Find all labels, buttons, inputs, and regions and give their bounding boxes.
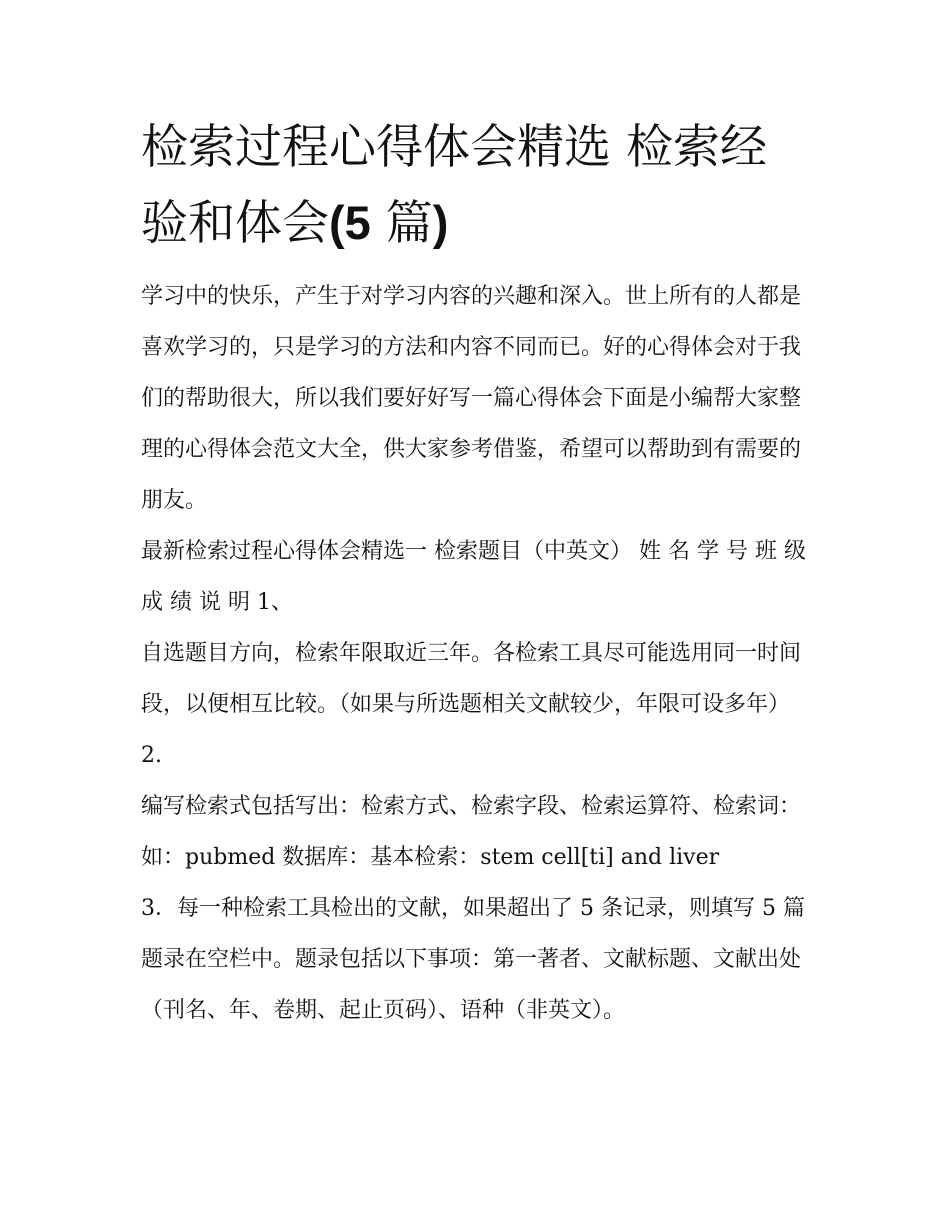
document-title — [141, 110, 813, 261]
document-content — [141, 110, 813, 1036]
title-count-close: ) — [432, 196, 449, 249]
intro-paragraph: 学习中的快乐，产生于对学习内容的兴趣和深入。世上所有的人都是喜欢学习的，只是学习的方法和内容不同而已。好的心得体会对于我们的帮助很大，所以我们要好好写一篇心得体会下面是小编帮大家整理的心得体会范文大全，供大家参考借鉴，希望可以帮助到有需要的朋友。 — [141, 284, 802, 513]
section-heading-paragraph: 最新检索过程心得体会精选一 检索题目（中英文） 姓 名 学 号 班 级 成 绩 说 明 1、 — [141, 539, 806, 615]
instruction-paragraph-3: 3．每一种检索工具检出的文献，如果超出了 5 条记录，则填写 5 篇题录在空栏中。题录包括以下事项：第一著者、文献标题、文献出处（刊名、年、卷期、起止页码）、语种（非英文）。 — [141, 896, 805, 1023]
instruction-paragraph-1: 自选题目方向，检索年限取近三年。各检索工具尽可能选用同一时间段，以便相互比较。（如果与所选题相关文献较少，年限可设多年） 2. — [141, 641, 802, 768]
title-count-open: (5 — [329, 196, 371, 249]
title-text: 检索过程心得体会精选 检索经验和体会 — [141, 120, 767, 251]
title-count-unit: 篇 — [370, 196, 433, 251]
instruction-paragraph-2: 编写检索式包括写出：检索方式、检索字段、检索运算符、检索词：如：pubmed 数据库：基本检索：stem cell[ti] and liver — [141, 794, 802, 870]
